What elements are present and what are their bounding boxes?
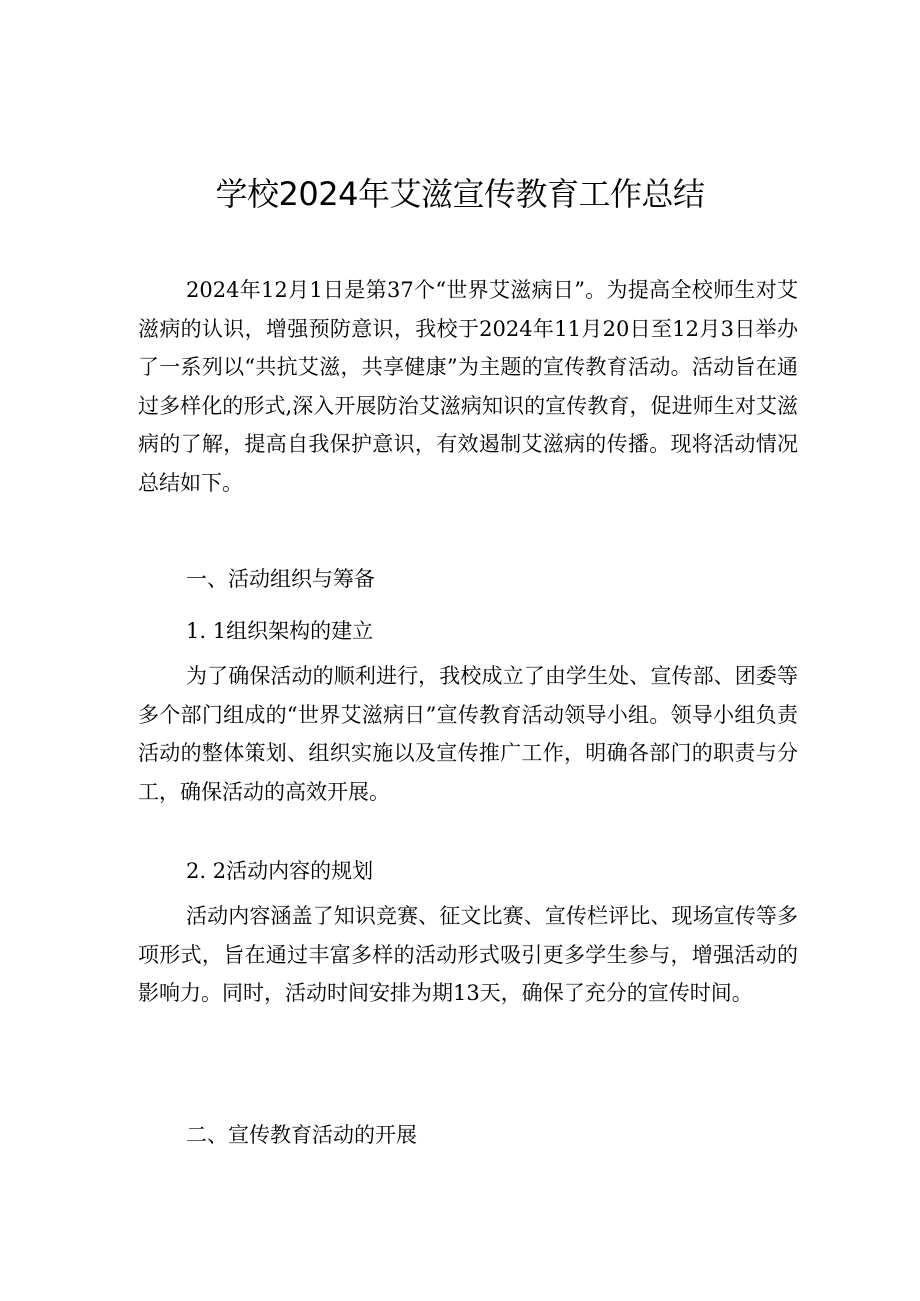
subsection-1-2-paragraph: 活动内容涵盖了知识竞赛、征文比赛、宣传栏评比、现场宣传等多项形式，旨在通过丰富多样的活动形式吸引更多学生参与，增强活动的影响力。同时，活动时间安排为期13天，确保了充分的宣传时间。 — [138, 904, 798, 1005]
section-2-heading: 二、宣传教育活动的开展 — [186, 1123, 417, 1147]
subsection-1-1-paragraph: 为了确保活动的顺利进行，我校成立了由学生处、宣传部、团委等多个部门组成的“世界艾滋病日”宣传教育活动领导小组。领导小组负责活动的整体策划、组织实施以及宣传推广工作，明确各部门的职责与分工，确保活动的高效开展。 — [138, 664, 798, 804]
document-title: 学校2024年艾滋宣传教育工作总结 — [215, 175, 705, 213]
subsection-1-1-heading: 1. 1组织架构的建立 — [186, 619, 374, 643]
subsection-1-2-heading: 2. 2活动内容的规划 — [186, 859, 374, 883]
section-1-heading: 一、活动组织与筹备 — [186, 567, 375, 591]
intro-paragraph: 2024年12月1日是第37个“世界艾滋病日”。为提高全校师生对艾滋病的认识，增强预防意识，我校于2024年11月20日至12月3日举办了一系列以“共抗艾滋，共享健康”为主题的宣传教育活动。活动旨在通过多样化的形式,深入开展防治艾滋病知识的宣传教育，促进师生对艾滋病的了解，提高自我保护意识，有效遏制艾滋病的传播。现将活动情况总结如下。 — [138, 278, 798, 495]
